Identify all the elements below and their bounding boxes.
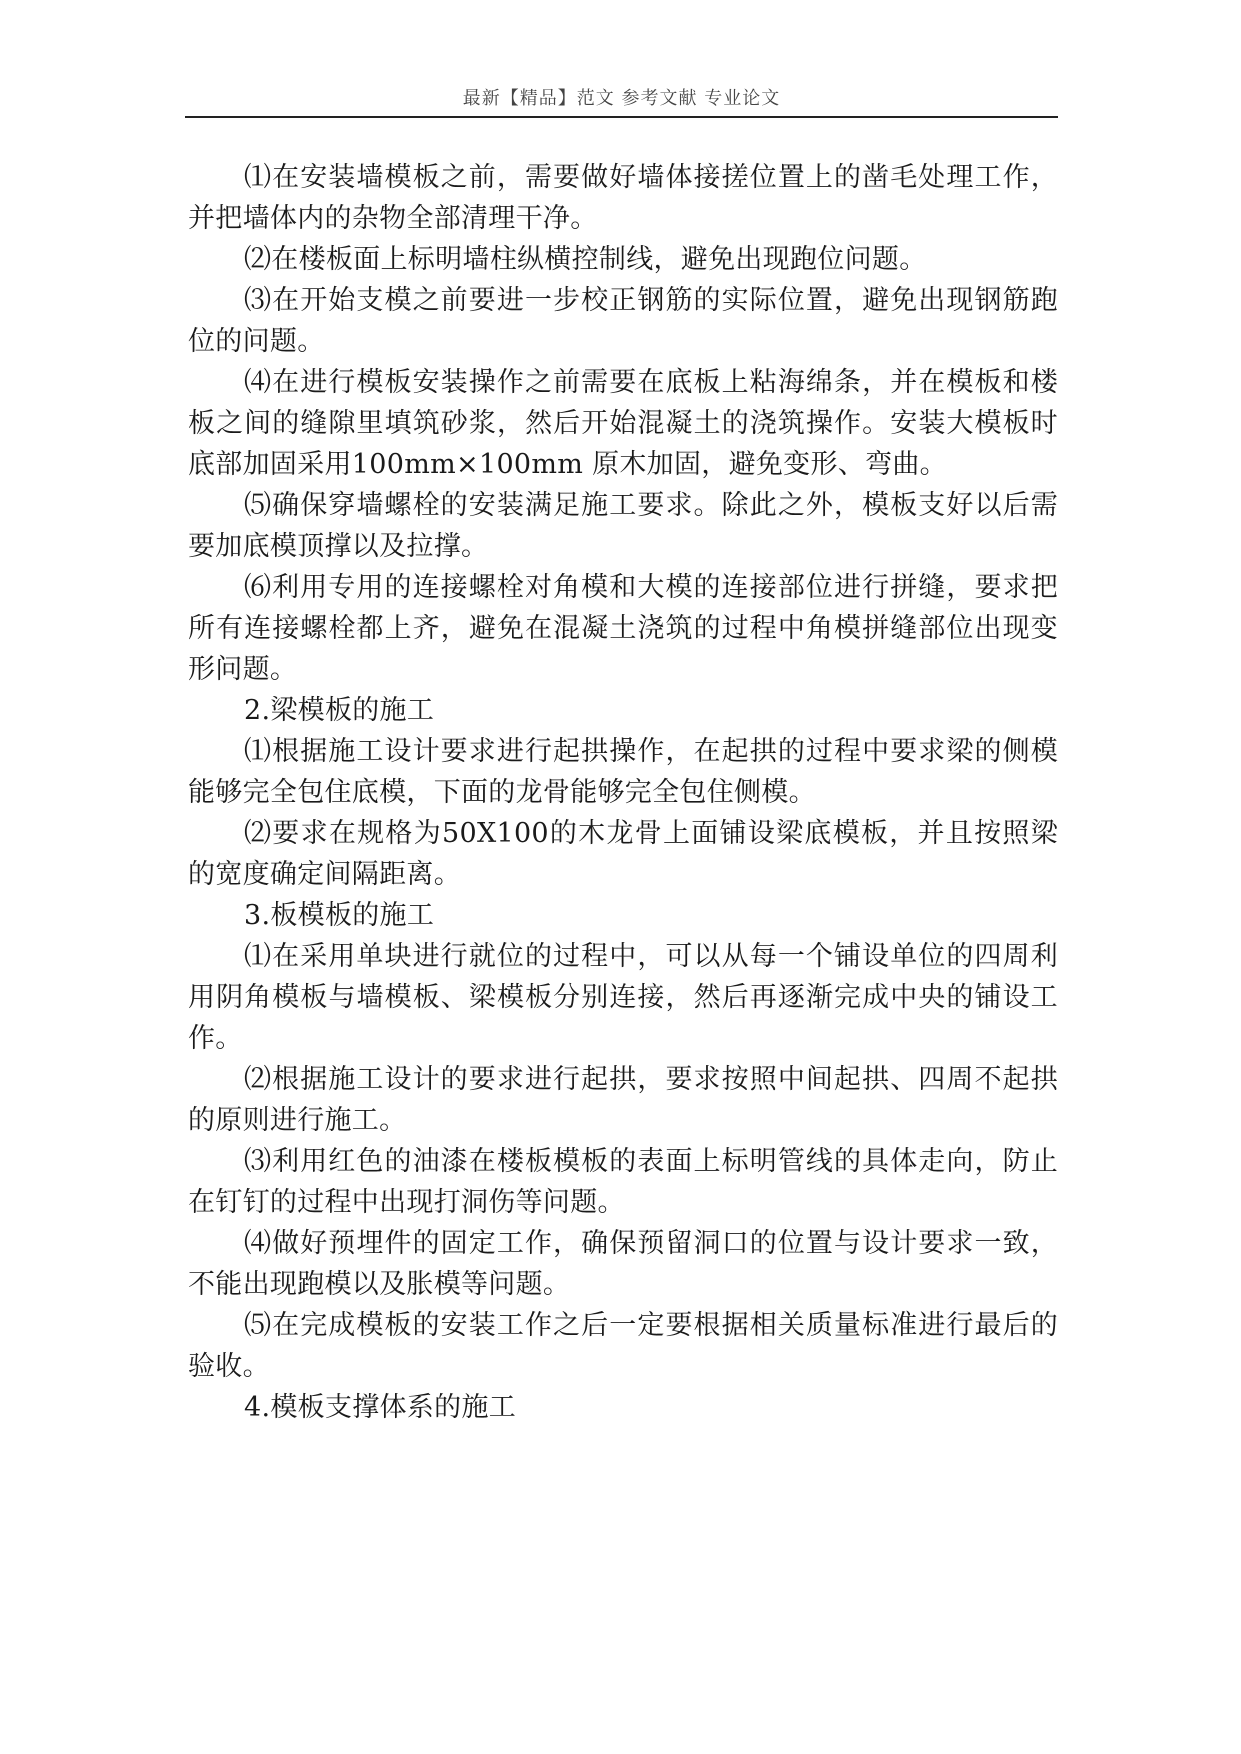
paragraph-wall-step-3: ⑶在开始支模之前要进一步校正钢筋的实际位置，避免出现钢筋跑位的问题。 <box>188 285 1058 357</box>
paragraph-wall-step-5: ⑸确保穿墙螺栓的安装满足施工要求。除此之外，模板支好以后需要加底模顶撑以及拉撑。 <box>188 490 1058 562</box>
paragraph-slab-step-1: ⑴在采用单块进行就位的过程中，可以从每一个铺设单位的四周利用阴角模板与墙模板、梁模板分别连接，然后再逐渐完成中央的铺设工作。 <box>188 941 1058 1054</box>
paragraph-slab-step-5: ⑸在完成模板的安装工作之后一定要根据相关质量标准进行最后的验收。 <box>188 1310 1058 1382</box>
paragraph-wall-step-6: ⑹利用专用的连接螺栓对角模和大模的连接部位进行拼缝，要求把所有连接螺栓都上齐，避免在混凝土浇筑的过程中角模拼缝部位出现变形问题。 <box>188 572 1058 685</box>
page-header <box>185 84 1058 118</box>
section-heading-slab-formwork: 3.板模板的施工 <box>244 900 435 931</box>
paragraph-wall-step-1: ⑴在安装墙模板之前，需要做好墙体接搓位置上的凿毛处理工作，并把墙体内的杂物全部清理干净。 <box>188 162 1058 234</box>
paragraph-beam-step-2: ⑵要求在规格为50X100的木龙骨上面铺设梁底模板，并且按照梁的宽度确定间隔距离。 <box>188 818 1058 890</box>
paragraph-beam-step-1: ⑴根据施工设计要求进行起拱操作，在起拱的过程中要求梁的侧模能够完全包住底模，下面的龙骨能够完全包住侧模。 <box>188 736 1058 808</box>
paragraph-slab-step-3: ⑶利用红色的油漆在楼板模板的表面上标明管线的具体走向，防止在钉钉的过程中出现打洞伤等问题。 <box>188 1146 1058 1218</box>
paragraph-slab-step-2: ⑵根据施工设计的要求进行起拱，要求按照中间起拱、四周不起拱的原则进行施工。 <box>188 1064 1058 1136</box>
section-heading-beam-formwork: 2.梁模板的施工 <box>244 695 435 726</box>
paragraph-wall-step-2: ⑵在楼板面上标明墙柱纵横控制线，避免出现跑位问题。 <box>244 244 927 275</box>
document-body <box>188 157 1058 1428</box>
paragraph-slab-step-4: ⑷做好预埋件的固定工作，确保预留洞口的位置与设计要求一致，不能出现跑模以及胀模等问题。 <box>188 1228 1058 1300</box>
page-header-text: 最新【精品】范文 参考文献 专业论文 <box>462 88 781 109</box>
paragraph-wall-step-4: ⑷在进行模板安装操作之前需要在底板上粘海绵条，并在模板和楼板之间的缝隙里填筑砂浆，然后开始混凝土的浇筑操作。安装大模板时底部加固采用100mm×100mm 原木加固，避免变形、弯曲。 <box>188 367 1058 480</box>
section-heading-support-system: 4.模板支撑体系的施工 <box>244 1392 517 1423</box>
